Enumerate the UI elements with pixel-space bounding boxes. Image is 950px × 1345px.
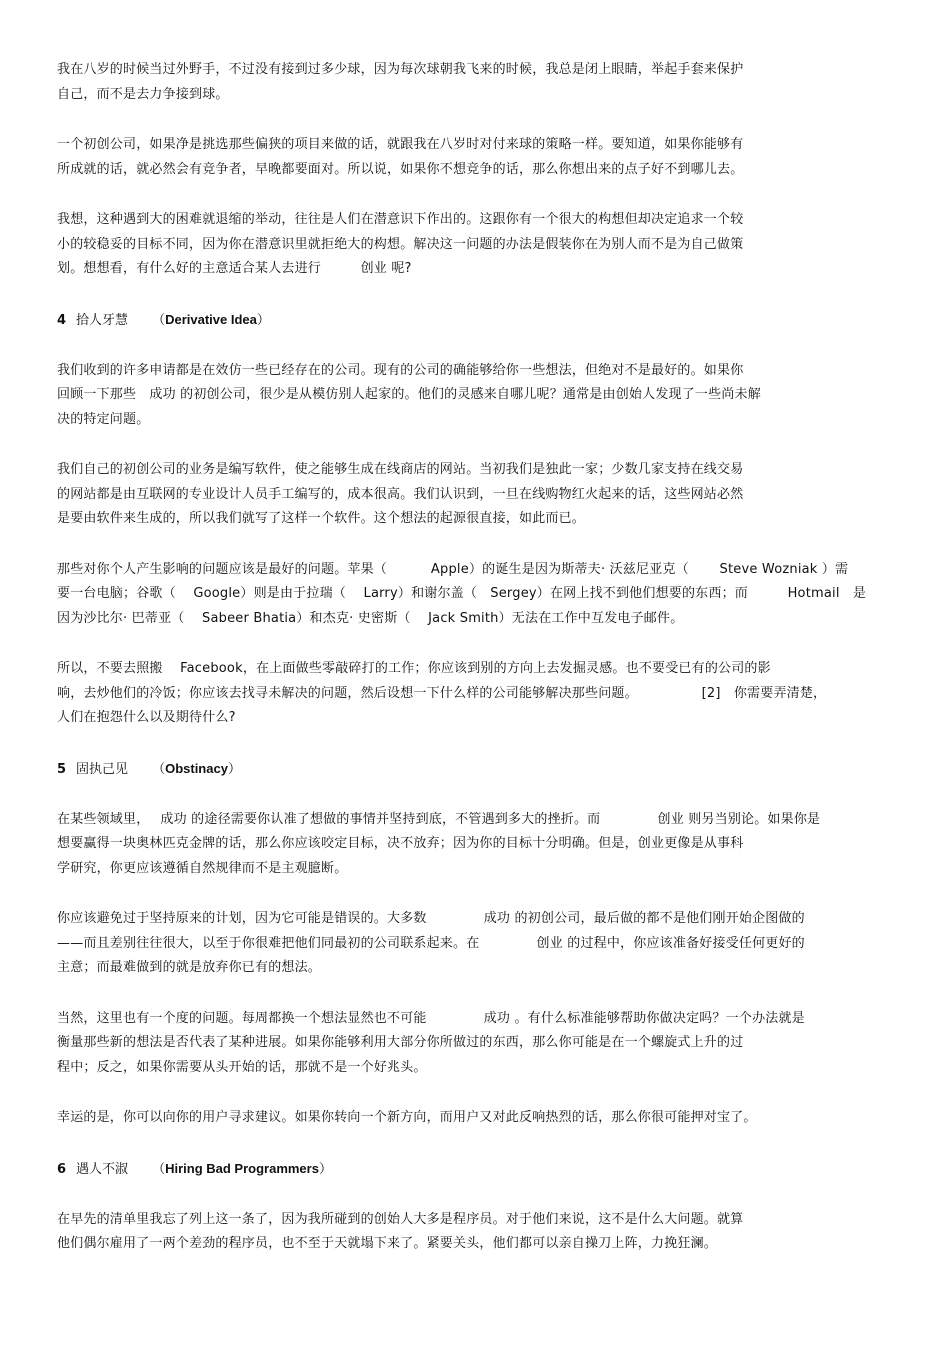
text-line: 我在八岁的时候当过外野手，不过没有接到过多少球，因为每次球朝我飞来的时候，我总是闭上眼睛，举起手套来保护	[57, 62, 744, 77]
text-line: 我们自己的初创公司的业务是编写软件，使之能够生成在线商店的网站。当初我们是独此一家；少数几家支持在线交易	[57, 462, 744, 477]
paragraph	[57, 558, 897, 632]
text-line: 决的特定问题。	[57, 411, 150, 427]
paren-close: ）	[256, 312, 270, 328]
paragraph	[57, 133, 897, 182]
text-line: 在早先的清单里我忘了列上这一条了，因为我所碰到的创始人大多是程序员。对于他们来说，这不是什么大问题。就算	[57, 1211, 744, 1227]
section-number: 6	[57, 1161, 67, 1177]
text-line: 要一台电脑；谷歌（ Google）则是由于拉瑞（ Larry）和谢尔盖（ Sergey）在网上找不到他们想要的东西；而 Hotmail 是	[57, 586, 867, 601]
paragraph	[57, 458, 897, 532]
text-line: 幸运的是，你可以向你的用户寻求建议。如果你转向一个新方向，而用户又对此反响热烈的话，那么你很可能押对宝了。	[57, 1110, 757, 1125]
text-line: 是要由软件来生成的，所以我们就写了这样一个软件。这个想法的起源很直接，如此而已。	[57, 511, 586, 526]
text-line: 想要赢得一块奥林匹克金牌的话，那么你应该咬定目标，决不放弃；因为你的目标十分明确。但是，创业更像是从事科	[57, 836, 744, 851]
text-line: 所成就的话，就必然会有竞争者，早晚都要面对。所以说，如果你不想竞争的话，那么你想出来的点子好不到哪儿去。	[57, 161, 744, 177]
section-title-english: Obstinacy	[165, 760, 228, 776]
text-line: 那些对你个人产生影响的问题应该是最好的问题。苹果（ Apple）的诞生是因为斯蒂夫· 沃兹尼亚克（ Steve Wozniak ）需	[57, 561, 849, 577]
section-5-body	[57, 808, 897, 1131]
section-4-body	[57, 359, 897, 731]
section-title-english: Derivative Idea	[165, 311, 257, 327]
text-line: 因为沙比尔· 巴蒂亚（ Sabeer Bhatia）和杰克· 史密斯（ Jack Smith）无法在工作中互发电子邮件。	[57, 610, 684, 626]
paren-open: （	[152, 312, 166, 328]
paragraph	[57, 1007, 897, 1081]
section-title: 固执己见	[76, 761, 129, 777]
text-line: 响，去炒他们的冷饭；你应该去找寻未解决的问题，然后设想一下什么样的公司能够解决那些问题。 [2] 你需要弄清楚，	[57, 685, 827, 701]
paragraph	[57, 1106, 897, 1131]
paragraph	[57, 657, 897, 731]
section-heading-6	[57, 1157, 897, 1182]
text-line: 划。想想看，有什么好的主意适合某人去进行 创业 呢?	[57, 261, 412, 276]
section-6-body	[57, 1208, 897, 1257]
section-number: 5	[57, 761, 67, 777]
text-line: 人们在抱怨什么以及期待什么?	[57, 710, 236, 725]
text-line: 当然，这里也有一个度的问题。每周都换一个想法显然也不可能 成功 。有什么标准能够帮助你做决定吗？一个办法就是	[57, 1010, 805, 1026]
text-line: 学研究，你更应该遵循自然规律而不是主观臆断。	[57, 860, 348, 876]
text-line: 的网站都是由互联网的专业设计人员手工编写的，成本很高。我们认识到，一旦在线购物红火起来的话，这些网站必然	[57, 486, 744, 502]
text-line: 他们偶尔雇用了一两个差劲的程序员，也不至于天就塌下来了。紧要关头，他们都可以亲自操刀上阵，力挽狂澜。	[57, 1236, 718, 1251]
paragraph	[57, 1208, 897, 1257]
paren-close: ）	[318, 1161, 332, 1177]
paragraph	[57, 808, 897, 882]
paragraph	[57, 359, 897, 433]
section-heading-5	[57, 757, 897, 782]
text-line: 所以，不要去照搬 Facebook，在上面做些零敲碎打的工作；你应该到别的方向上去发掘灵感。也不要受已有的公司的影	[57, 661, 771, 676]
paren-open: （	[152, 1161, 166, 1177]
paren-close: ）	[227, 761, 241, 777]
text-line: 你应该避免过于坚持原来的计划，因为它可能是错误的。大多数 成功 的初创公司，最后做的都不是他们刚开始企图做的	[57, 911, 805, 926]
text-line: 衡量那些新的想法是否代表了某种进展。如果你能够利用大部分你所做过的东西，那么你可能是在一个螺旋式上升的过	[57, 1035, 744, 1050]
text-line: 主意；而最难做到的就是放弃你已有的想法。	[57, 960, 322, 975]
section-title: 遇人不淑	[76, 1161, 129, 1177]
section-title-english: Hiring Bad Programmers	[165, 1160, 319, 1176]
paragraph	[57, 208, 897, 282]
text-line: 自己，而不是去力争接到球。	[57, 86, 229, 102]
section-title: 拾人牙慧	[76, 312, 129, 328]
text-line: 我们收到的许多申请都是在效仿一些已经存在的公司。现有的公司的确能够给你一些想法，但绝对不是最好的。如果你	[57, 362, 744, 378]
text-line: 小的较稳妥的目标不同，因为你在潜意识里就拒绝大的构想。解决这一问题的办法是假装你在为别人而不是为自己做策	[57, 236, 744, 252]
paragraph	[57, 907, 897, 981]
text-line: 回顾一下那些 成功 的初创公司，很少是从模仿别人起家的。他们的灵感来自哪儿呢？通常是由创始人发现了一些尚未解	[57, 387, 761, 402]
section-intro	[57, 58, 897, 282]
text-line: 程中；反之，如果你需要从头开始的话，那就不是一个好兆头。	[57, 1059, 427, 1075]
paragraph	[57, 58, 897, 107]
section-number: 4	[57, 312, 67, 328]
text-line: 我想，这种遇到大的困难就退缩的举动，往往是人们在潜意识下作出的。这跟你有一个很大的构想但却决定追求一个较	[57, 212, 744, 227]
document-page	[57, 58, 897, 1283]
text-line: ——而且差别往往很大，以至于你很难把他们同最初的公司联系起来。在 创业 的过程中，你应该准备好接受任何更好的	[57, 935, 805, 951]
section-heading-4	[57, 308, 897, 333]
text-line: 一个初创公司，如果净是挑选那些偏狭的项目来做的话，就跟我在八岁时对付来球的策略一样。要知道，如果你能够有	[57, 137, 744, 152]
paren-open: （	[152, 761, 166, 777]
text-line: 在某些领域里， 成功 的途径需要你认准了想做的事情并坚持到底，不管遇到多大的挫折。而 创业 则另当别论。如果你是	[57, 811, 821, 827]
